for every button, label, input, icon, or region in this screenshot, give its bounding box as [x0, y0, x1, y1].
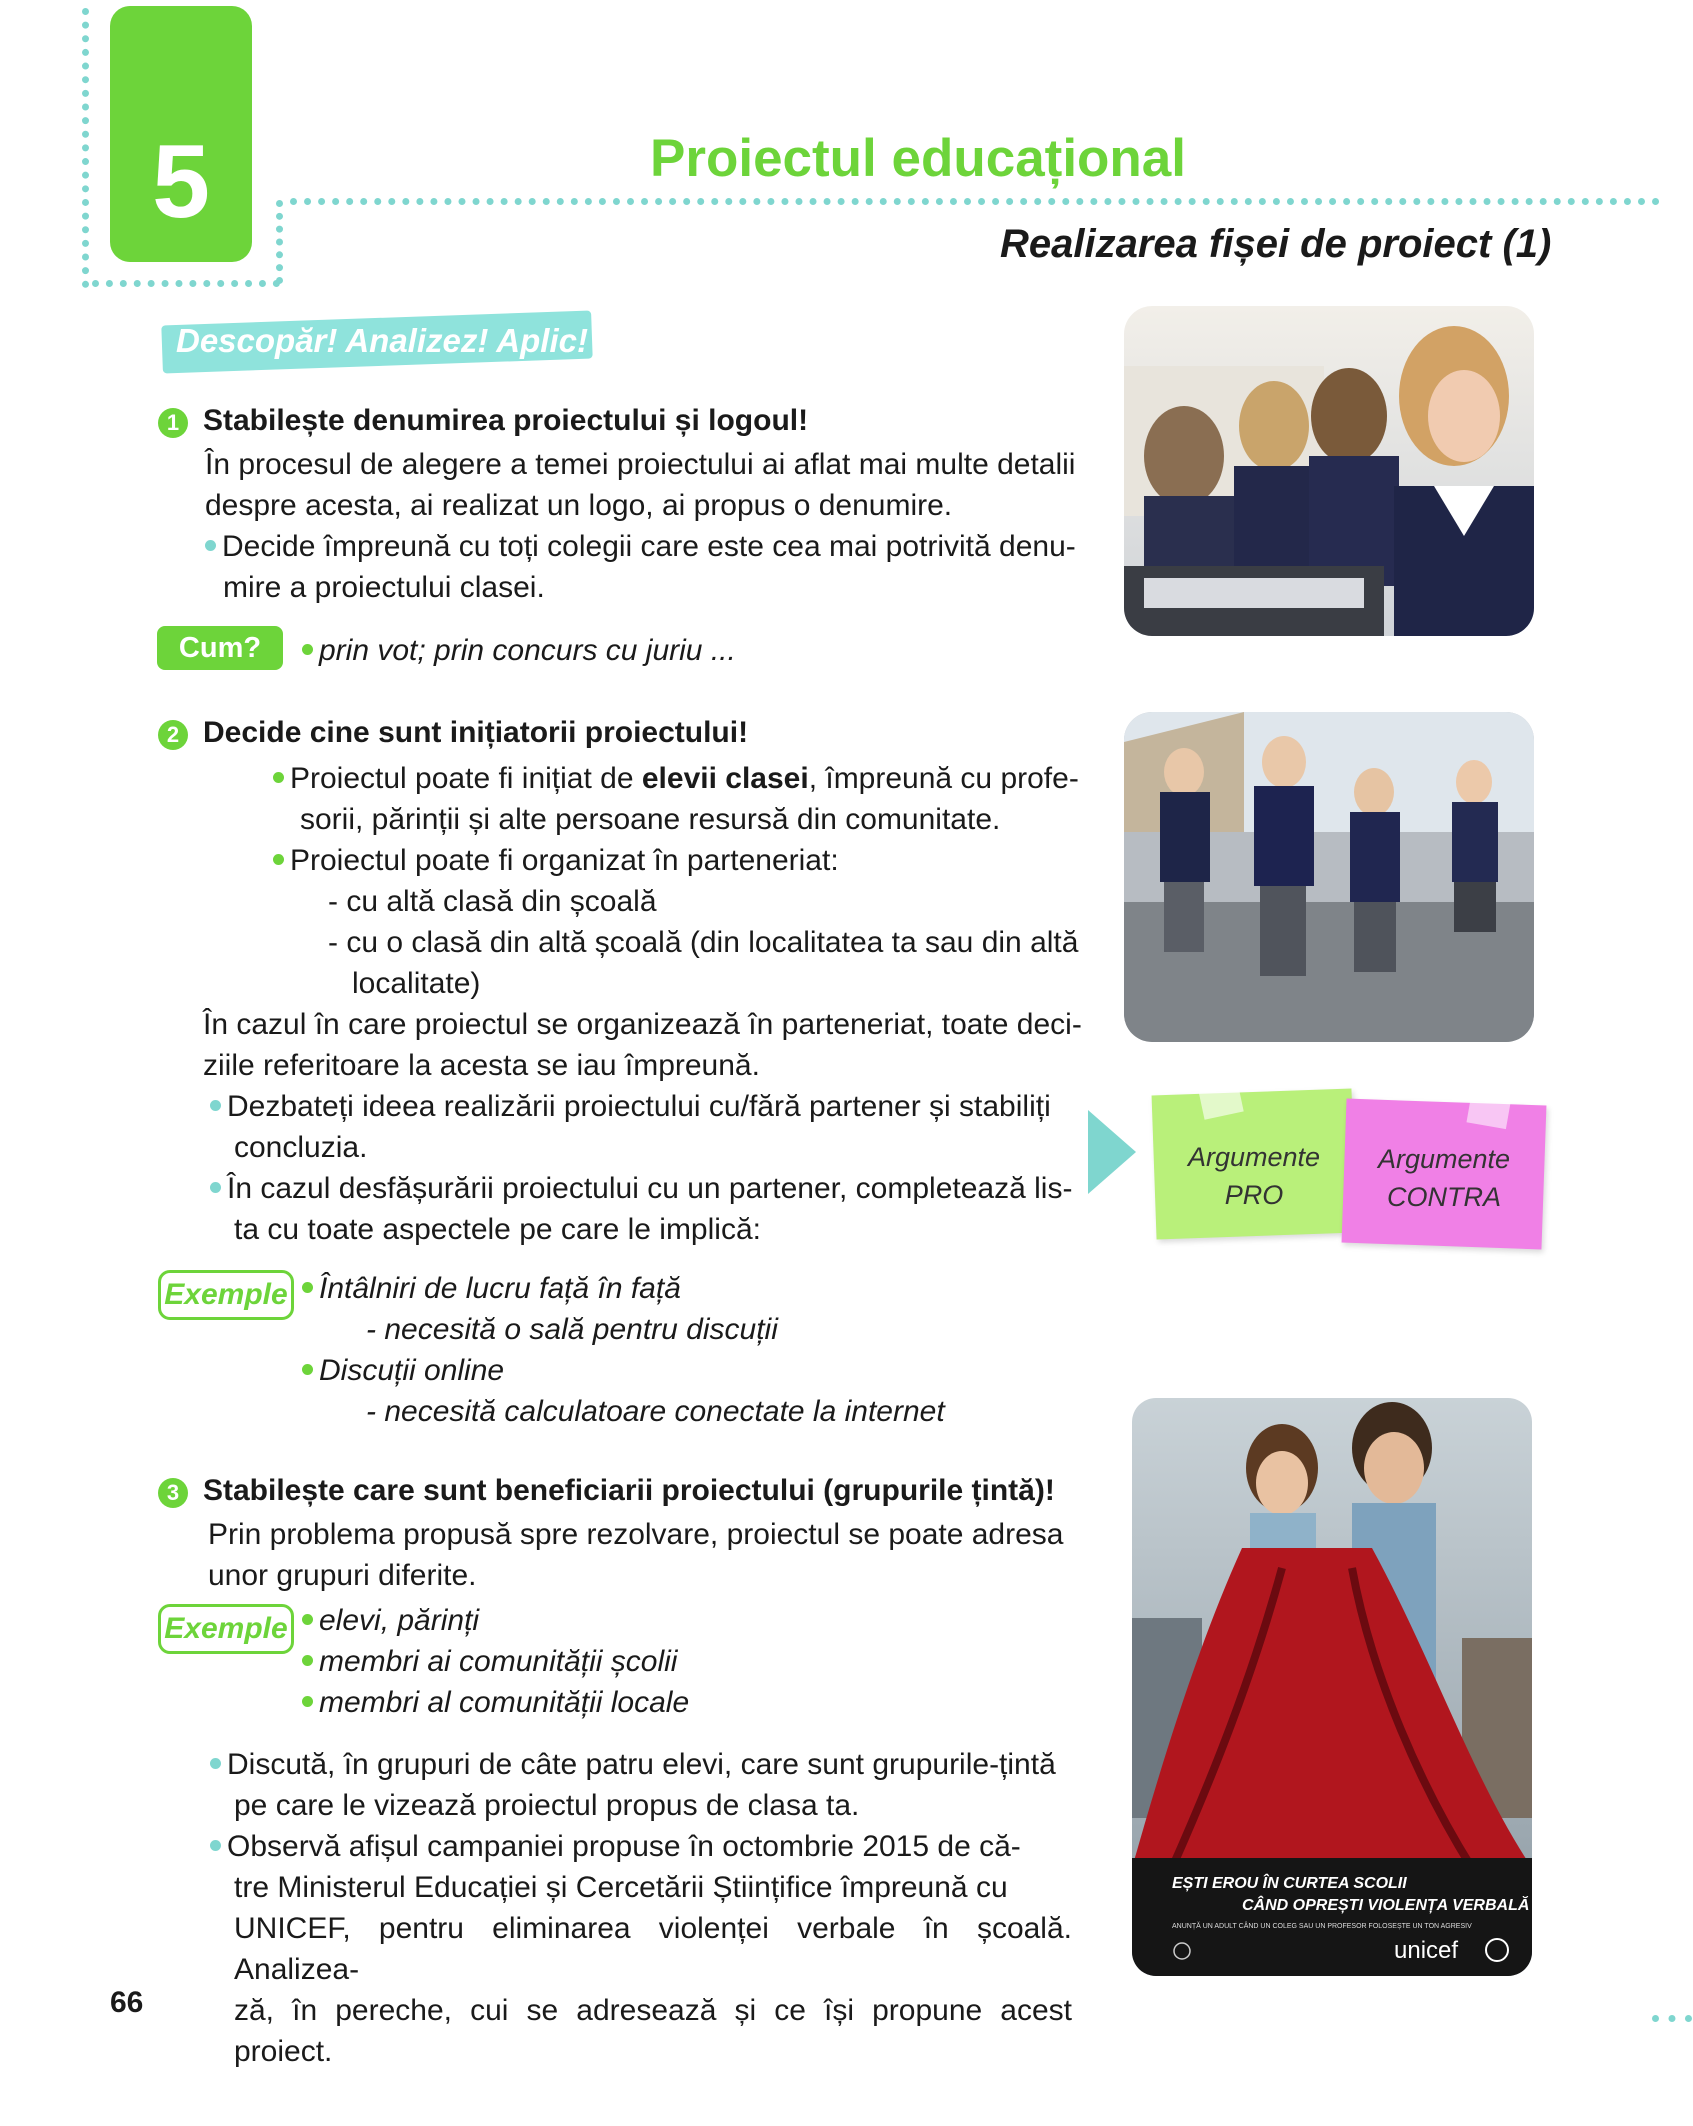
- step-number-2: 2: [158, 720, 188, 750]
- section1-paragraph: [205, 444, 1075, 526]
- text-line: În cazul desfășurării proiectului cu un partener, completează lis-: [227, 1172, 1073, 1205]
- examples-label: Exemple: [158, 1270, 294, 1320]
- text-line: mire a proiectului clasei.: [223, 571, 545, 604]
- text-line: Observă afișul campaniei propuse în octombrie 2015 de că-: [227, 1830, 1021, 1863]
- text-line: UNICEF, pentru eliminarea violenței verbale în școală. Analizea-: [234, 1912, 1072, 1986]
- bullet-icon: [210, 1758, 221, 1769]
- page-subtitle: Realizarea fișei de proiect (1): [1000, 222, 1552, 266]
- section3-paragraph: [208, 1514, 1063, 1596]
- text-line: Întâlniri de lucru față în față: [319, 1272, 681, 1305]
- text-line: ză, în pereche, cui se adresează și ce își propune acest proiect.: [234, 1994, 1072, 2068]
- photo-students-computers-illustration: [1124, 306, 1534, 636]
- poster-line-1: EȘTI EROU ÎN CURTEA SCOLII: [1172, 1875, 1407, 1892]
- text-line: sorii, părinții și alte persoane resursă din comunitate.: [300, 803, 1001, 836]
- header-dotted-frame-left: [82, 8, 89, 288]
- bullet-icon: [210, 1100, 221, 1111]
- tape-icon: [1466, 1079, 1513, 1129]
- text-line: - necesită calculatoare conectate la internet: [366, 1395, 945, 1428]
- bullet-icon: [273, 854, 284, 865]
- photo-students-computers: [1124, 306, 1534, 636]
- header-dotted-rule: [290, 198, 1660, 205]
- text-line: unor grupuri diferite.: [208, 1559, 477, 1592]
- section3-heading: Stabilește care sunt beneficiarii proiectului (grupurile țintă)!: [203, 1474, 1055, 1507]
- text-line: elevi, părinți: [319, 1604, 480, 1637]
- bullet-icon: [273, 772, 284, 783]
- poster-line-2: CÂND OPREȘTI VIOLENȚA VERBALĂ: [1242, 1897, 1530, 1914]
- poster-line-3: ANUNȚĂ UN ADULT CÂND UN COLEG SAU UN PROFESOR FOLOSEȘTE UN TON AGRESIV: [1172, 1923, 1472, 1930]
- bullet-icon: [302, 1696, 313, 1707]
- campaign-poster: [1132, 1398, 1532, 1976]
- page-title: Proiectul educațional: [650, 129, 1187, 188]
- text-line: concluzia.: [234, 1131, 368, 1164]
- bullet-icon: [210, 1182, 221, 1193]
- bullet-icon: [302, 1282, 313, 1293]
- section2-bullet-3: [210, 1086, 1051, 1168]
- text-line: În cazul în care proiectul se organizează în parteneriat, toate deci-: [203, 1008, 1082, 1041]
- section3-examples: [302, 1600, 689, 1723]
- step-number-3: 3: [158, 1478, 188, 1508]
- text-line: - cu altă clasă din școală: [328, 885, 657, 918]
- text-line: ta cu toate aspectele pe care le implică:: [234, 1213, 761, 1246]
- chapter-number: 5: [152, 124, 210, 240]
- arrow-right-icon: [1088, 1110, 1136, 1194]
- text-line: - necesită o sală pentru discuții: [366, 1313, 778, 1346]
- text-line: , împreună cu profe-: [808, 762, 1079, 795]
- cum-label: Cum?: [157, 626, 283, 670]
- text-line: despre acesta, ai realizat un logo, ai propus o denumire.: [205, 489, 953, 522]
- section2-bullet-2: [273, 840, 839, 881]
- page-number: 66: [110, 1986, 144, 2019]
- text-line: Decide împreună cu toți colegii care este cea mai potrivită denu-: [222, 530, 1076, 563]
- text-line: În procesul de alegere a temei proiectului ai aflat mai multe detalii: [205, 448, 1076, 481]
- text-line: CONTRA: [1387, 1182, 1501, 1212]
- header-dotted-frame-bottom: [92, 280, 280, 287]
- section2-bullet-1: [273, 758, 1079, 840]
- text-line: Argumente: [1377, 1144, 1511, 1174]
- section2-dash-list: [328, 881, 1078, 1004]
- section2-bullet-4: [210, 1168, 1072, 1250]
- photo-students-running: [1124, 712, 1534, 1042]
- section2-paragraph: [203, 1004, 1082, 1086]
- text-line: Argumente: [1187, 1142, 1321, 1172]
- text-line: membri ai comunității școlii: [319, 1645, 678, 1678]
- section2-heading: Decide cine sunt inițiatorii proiectului!: [203, 716, 749, 749]
- text-line: Discuții online: [319, 1354, 505, 1387]
- unicef-logo: unicef: [1394, 1937, 1459, 1964]
- text-line: Prin problema propusă spre rezolvare, proiectul se poate adresa: [208, 1518, 1064, 1551]
- campaign-poster-illustration: [1132, 1398, 1532, 1976]
- text-line: ziile referitoare la acesta se iau împreună.: [203, 1049, 760, 1082]
- text-line: Proiectul poate fi organizat în parteneriat:: [290, 844, 839, 877]
- note-contra-text: [1344, 1140, 1544, 1216]
- text-line: pe care le vizează proiectul propus de clasa ta.: [234, 1789, 860, 1822]
- header-dotted-frame-right: [276, 200, 283, 284]
- text-line: tre Ministerul Educației și Cercetării Științifice împreună cu: [234, 1871, 1008, 1904]
- cum-answer: [302, 630, 736, 671]
- section-banner-text: Descopăr! Analizez! Aplic!: [176, 322, 588, 359]
- section3-bullet-1: [210, 1744, 1056, 1826]
- bullet-icon: [302, 1655, 313, 1666]
- examples-label: Exemple: [158, 1604, 294, 1654]
- note-pro-text: [1154, 1138, 1354, 1214]
- bullet-icon: [205, 540, 216, 551]
- corner-dots: [1652, 2015, 1692, 2022]
- text-line: localitate): [352, 967, 481, 1000]
- tape-icon: [1196, 1072, 1243, 1119]
- photo-students-running-illustration: [1124, 712, 1534, 1042]
- bullet-icon: [302, 1614, 313, 1625]
- text-line: Discută, în grupuri de câte patru elevi, care sunt grupurile-țintă: [227, 1748, 1056, 1781]
- text-line: - cu o clasă din altă școală (din localitatea ta sau din altă: [328, 926, 1079, 959]
- text-line: PRO: [1224, 1180, 1284, 1210]
- section1-bullet: [205, 526, 1076, 608]
- text-line: Dezbateți ideea realizării proiectului cu/fără partener și stabiliți: [227, 1090, 1051, 1123]
- section2-examples: [302, 1268, 945, 1432]
- bullet-icon: [302, 1364, 313, 1375]
- text-bold: elevii clasei: [641, 762, 809, 795]
- step-number-1: 1: [158, 408, 188, 438]
- bullet-icon: [210, 1840, 221, 1851]
- text-line: prin vot; prin concurs cu juriu ...: [319, 634, 736, 667]
- text-line: membri al comunității locale: [319, 1686, 690, 1719]
- section1-heading: Stabilește denumirea proiectului și logoul!: [203, 404, 809, 437]
- section3-bullet-2: [210, 1826, 1072, 2072]
- text-line: Proiectul poate fi inițiat de: [290, 762, 642, 795]
- bullet-icon: [302, 644, 313, 655]
